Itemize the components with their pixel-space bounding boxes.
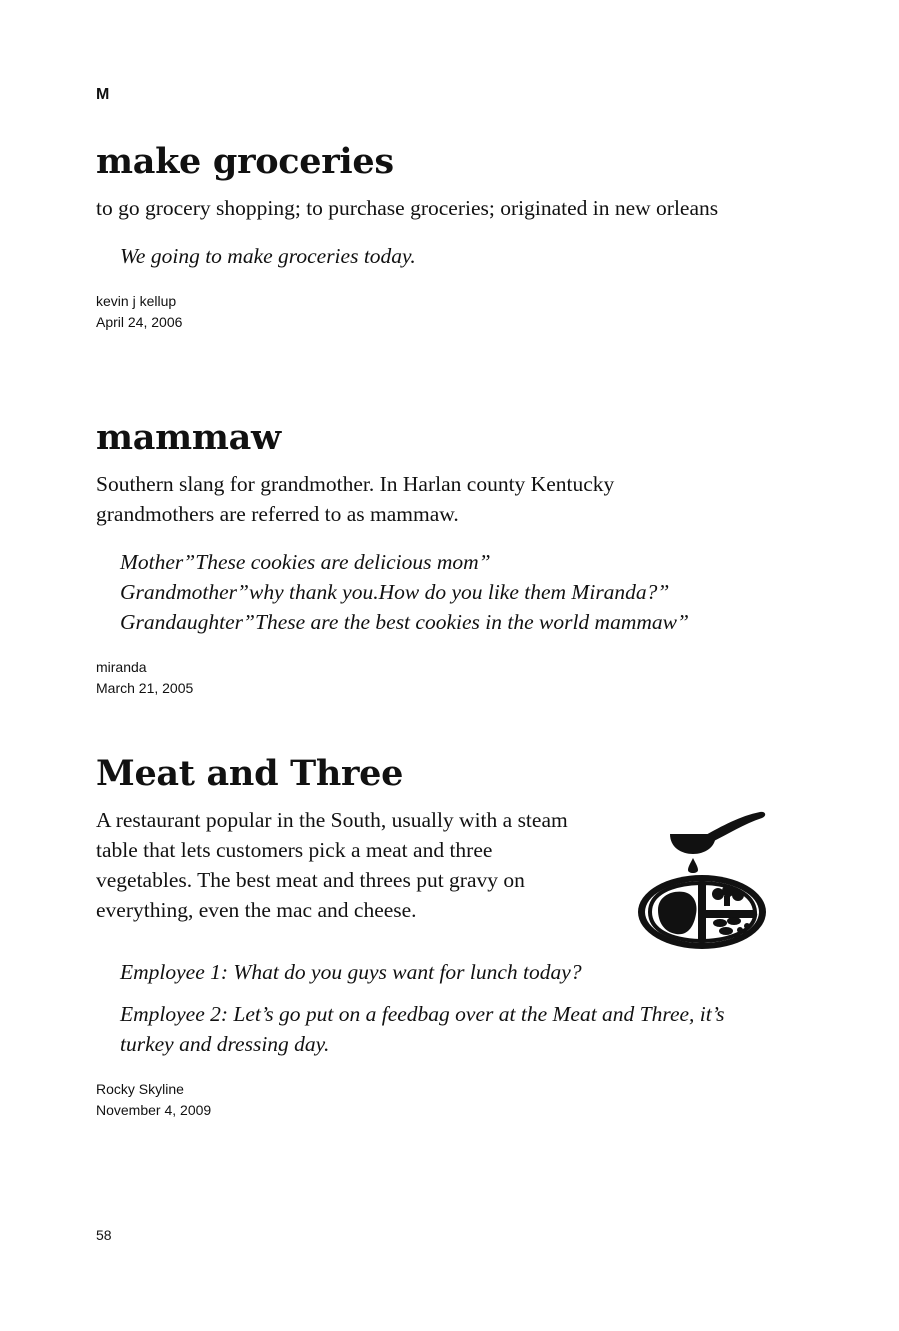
example <box>96 241 756 271</box>
headword: make groceries <box>96 141 394 182</box>
author: miranda <box>96 659 147 675</box>
entry-mammaw <box>96 416 756 699</box>
definition: A restaurant popular in the South, usually with a steam table that lets customers pick a meat and three vegetables. The best meat and threes put gravy on everything, even the mac and cheese. <box>96 808 568 922</box>
example-line: Employee 1: What do you guys want for lunch today? <box>120 960 582 984</box>
headword: Meat and Three <box>96 753 404 794</box>
author: Rocky Skyline <box>96 1081 184 1097</box>
definition: to go grocery shopping; to purchase groceries; originated in new orleans <box>96 196 719 220</box>
attribution <box>96 1079 756 1121</box>
plate-with-gravy-ladle-icon <box>636 808 768 952</box>
attribution <box>96 291 756 333</box>
headword: mammaw <box>96 417 281 458</box>
example <box>96 547 756 637</box>
date: April 24, 2006 <box>96 314 183 330</box>
definition: Southern slang for grandmother. In Harlan county Kentucky grandmothers are referred to as mammaw. <box>96 472 615 526</box>
attribution <box>96 657 756 699</box>
page-number: 58 <box>96 1227 112 1243</box>
example-line: We going to make groceries today. <box>120 244 416 268</box>
section-letter: M <box>96 86 110 103</box>
example-line: Mother”These cookies are delicious mom” <box>120 550 491 574</box>
example-line: Grandaughter”These are the best cookies in the world mammaw” <box>120 610 689 634</box>
entry-make-groceries <box>96 140 756 333</box>
example <box>96 957 760 1059</box>
example-line: Grandmother”why thank you.How do you like them Miranda?” <box>120 580 670 604</box>
author: kevin j kellup <box>96 293 177 309</box>
date: March 21, 2005 <box>96 680 194 696</box>
date: November 4, 2009 <box>96 1102 212 1118</box>
example-line: Employee 2: Let’s go put on a feedbag over at the Meat and Three, it’s turkey and dressing day. <box>120 1002 725 1056</box>
